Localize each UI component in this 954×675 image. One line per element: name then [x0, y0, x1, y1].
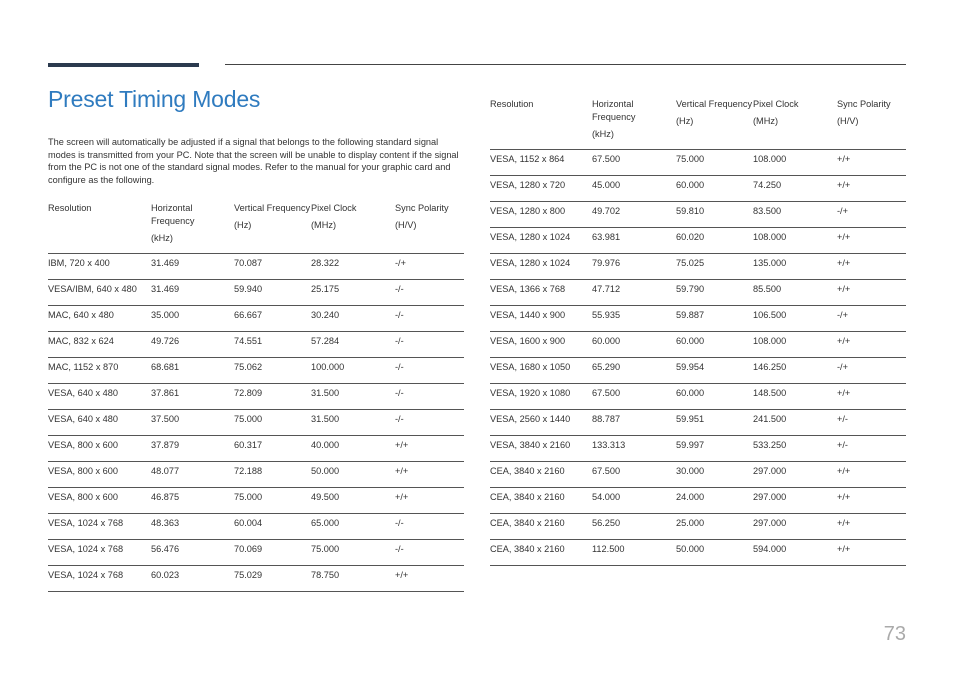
sync-polarity-cell: -/- — [395, 280, 464, 306]
resolution-cell: VESA, 1280 x 800 — [490, 202, 592, 228]
sync-polarity-cell: +/+ — [837, 280, 906, 306]
resolution-cell: VESA, 1680 x 1050 — [490, 358, 592, 384]
column-header-pixel-clock: Pixel Clock (MHz) — [753, 94, 837, 150]
sync-polarity-cell: +/- — [837, 410, 906, 436]
pixel-clock-cell: 65.000 — [311, 514, 395, 540]
resolution-cell: VESA, 640 x 480 — [48, 384, 151, 410]
horizontal-frequency-cell: 67.500 — [592, 150, 676, 176]
horizontal-frequency-cell: 35.000 — [151, 306, 234, 332]
vertical-frequency-cell: 30.000 — [676, 462, 753, 488]
sync-polarity-cell: -/- — [395, 540, 464, 566]
resolution-cell: CEA, 3840 x 2160 — [490, 540, 592, 566]
header-rule — [225, 64, 906, 65]
resolution-cell: VESA, 1280 x 720 — [490, 176, 592, 202]
sync-polarity-cell: +/+ — [395, 566, 464, 592]
vertical-frequency-cell: 75.000 — [234, 488, 311, 514]
horizontal-frequency-cell: 88.787 — [592, 410, 676, 436]
horizontal-frequency-cell: 55.935 — [592, 306, 676, 332]
resolution-cell: VESA, 1152 x 864 — [490, 150, 592, 176]
resolution-cell: VESA, 1024 x 768 — [48, 566, 151, 592]
header-accent-bar — [48, 63, 199, 67]
vertical-frequency-cell: 60.317 — [234, 436, 311, 462]
pixel-clock-cell: 146.250 — [753, 358, 837, 384]
vertical-frequency-cell: 70.069 — [234, 540, 311, 566]
resolution-cell: VESA, 800 x 600 — [48, 462, 151, 488]
horizontal-frequency-cell: 47.712 — [592, 280, 676, 306]
pixel-clock-cell: 78.750 — [311, 566, 395, 592]
sync-polarity-cell: +/+ — [837, 176, 906, 202]
table-row — [490, 228, 906, 254]
table-row — [48, 514, 464, 540]
vertical-frequency-cell: 60.000 — [676, 176, 753, 202]
timing-table-right — [490, 94, 906, 566]
vertical-frequency-cell: 60.020 — [676, 228, 753, 254]
sync-polarity-cell: -/- — [395, 332, 464, 358]
horizontal-frequency-cell: 46.875 — [151, 488, 234, 514]
pixel-clock-cell: 100.000 — [311, 358, 395, 384]
sync-polarity-cell: -/- — [395, 306, 464, 332]
horizontal-frequency-cell: 56.476 — [151, 540, 234, 566]
sync-polarity-cell: +/+ — [837, 488, 906, 514]
horizontal-frequency-cell: 133.313 — [592, 436, 676, 462]
vertical-frequency-cell: 75.025 — [676, 254, 753, 280]
pixel-clock-cell: 40.000 — [311, 436, 395, 462]
column-header-pixel-clock: Pixel Clock (MHz) — [311, 198, 395, 254]
horizontal-frequency-cell: 68.681 — [151, 358, 234, 384]
horizontal-frequency-cell: 49.702 — [592, 202, 676, 228]
vertical-frequency-cell: 70.087 — [234, 254, 311, 280]
resolution-cell: VESA, 1280 x 1024 — [490, 254, 592, 280]
table-row — [48, 436, 464, 462]
column-header-vertical-frequency: Vertical Frequency (Hz) — [676, 94, 753, 150]
vertical-frequency-cell: 75.000 — [234, 410, 311, 436]
vertical-frequency-cell: 66.667 — [234, 306, 311, 332]
resolution-cell: VESA, 1920 x 1080 — [490, 384, 592, 410]
pixel-clock-cell: 25.175 — [311, 280, 395, 306]
pixel-clock-cell: 83.500 — [753, 202, 837, 228]
horizontal-frequency-cell: 45.000 — [592, 176, 676, 202]
horizontal-frequency-cell: 48.363 — [151, 514, 234, 540]
sync-polarity-cell: +/+ — [837, 150, 906, 176]
horizontal-frequency-cell: 67.500 — [592, 462, 676, 488]
sync-polarity-cell: +/+ — [837, 514, 906, 540]
column-header-sync-polarity: Sync Polarity (H/V) — [837, 94, 906, 150]
column-header-horizontal-frequency: Horizontal Frequency (kHz) — [592, 94, 676, 150]
table-row — [48, 332, 464, 358]
pixel-clock-cell: 31.500 — [311, 410, 395, 436]
table-row — [490, 384, 906, 410]
resolution-cell: MAC, 832 x 624 — [48, 332, 151, 358]
pixel-clock-cell: 75.000 — [311, 540, 395, 566]
pixel-clock-cell: 135.000 — [753, 254, 837, 280]
table-row — [48, 566, 464, 592]
table-row — [48, 306, 464, 332]
pixel-clock-cell: 28.322 — [311, 254, 395, 280]
pixel-clock-cell: 57.284 — [311, 332, 395, 358]
horizontal-frequency-cell: 60.023 — [151, 566, 234, 592]
horizontal-frequency-cell: 60.000 — [592, 332, 676, 358]
sync-polarity-cell: +/+ — [395, 462, 464, 488]
sync-polarity-cell: +/- — [837, 436, 906, 462]
vertical-frequency-cell: 75.062 — [234, 358, 311, 384]
horizontal-frequency-cell: 48.077 — [151, 462, 234, 488]
pixel-clock-cell: 241.500 — [753, 410, 837, 436]
pixel-clock-cell: 108.000 — [753, 228, 837, 254]
vertical-frequency-cell: 59.951 — [676, 410, 753, 436]
table-row — [490, 488, 906, 514]
table-row — [490, 540, 906, 566]
table-row — [48, 540, 464, 566]
table-row — [490, 280, 906, 306]
sync-polarity-cell: -/+ — [837, 358, 906, 384]
pixel-clock-cell: 74.250 — [753, 176, 837, 202]
table-row — [490, 332, 906, 358]
table-row — [48, 488, 464, 514]
resolution-cell: VESA, 800 x 600 — [48, 436, 151, 462]
sync-polarity-cell: -/+ — [837, 202, 906, 228]
table-row — [490, 514, 906, 540]
vertical-frequency-cell: 60.000 — [676, 332, 753, 358]
sync-polarity-cell: +/+ — [837, 540, 906, 566]
page-number: 73 — [883, 623, 906, 645]
resolution-cell: VESA, 640 x 480 — [48, 410, 151, 436]
vertical-frequency-cell: 59.887 — [676, 306, 753, 332]
column-header-sync-polarity: Sync Polarity (H/V) — [395, 198, 464, 254]
table-row — [48, 462, 464, 488]
pixel-clock-cell: 297.000 — [753, 514, 837, 540]
vertical-frequency-cell: 75.029 — [234, 566, 311, 592]
table-row — [490, 410, 906, 436]
pixel-clock-cell: 108.000 — [753, 150, 837, 176]
sync-polarity-cell: +/+ — [837, 228, 906, 254]
pixel-clock-cell: 148.500 — [753, 384, 837, 410]
table-row — [490, 306, 906, 332]
horizontal-frequency-cell: 31.469 — [151, 280, 234, 306]
vertical-frequency-cell: 59.940 — [234, 280, 311, 306]
horizontal-frequency-cell: 79.976 — [592, 254, 676, 280]
resolution-cell: VESA, 1600 x 900 — [490, 332, 592, 358]
table-header-row — [48, 198, 464, 254]
resolution-cell: VESA, 800 x 600 — [48, 488, 151, 514]
sync-polarity-cell: +/+ — [837, 462, 906, 488]
column-header-resolution: Resolution — [48, 198, 151, 254]
resolution-cell: IBM, 720 x 400 — [48, 254, 151, 280]
vertical-frequency-cell: 60.004 — [234, 514, 311, 540]
resolution-cell: VESA, 2560 x 1440 — [490, 410, 592, 436]
column-header-vertical-frequency: Vertical Frequency (Hz) — [234, 198, 311, 254]
table-row — [48, 358, 464, 384]
pixel-clock-cell: 85.500 — [753, 280, 837, 306]
table-row — [48, 280, 464, 306]
page-title: Preset Timing Modes — [48, 86, 261, 112]
horizontal-frequency-cell: 31.469 — [151, 254, 234, 280]
resolution-cell: CEA, 3840 x 2160 — [490, 488, 592, 514]
pixel-clock-cell: 594.000 — [753, 540, 837, 566]
vertical-frequency-cell: 59.954 — [676, 358, 753, 384]
horizontal-frequency-cell: 65.290 — [592, 358, 676, 384]
table-row — [48, 384, 464, 410]
vertical-frequency-cell: 60.000 — [676, 384, 753, 410]
vertical-frequency-cell: 59.997 — [676, 436, 753, 462]
sync-polarity-cell: -/- — [395, 410, 464, 436]
column-header-horizontal-frequency: Horizontal Frequency (kHz) — [151, 198, 234, 254]
resolution-cell: VESA, 1024 x 768 — [48, 540, 151, 566]
sync-polarity-cell: +/+ — [837, 254, 906, 280]
table-header-row — [490, 94, 906, 150]
horizontal-frequency-cell: 56.250 — [592, 514, 676, 540]
sync-polarity-cell: +/+ — [837, 332, 906, 358]
table-row — [490, 462, 906, 488]
resolution-cell: CEA, 3840 x 2160 — [490, 462, 592, 488]
pixel-clock-cell: 297.000 — [753, 462, 837, 488]
vertical-frequency-cell: 25.000 — [676, 514, 753, 540]
vertical-frequency-cell: 24.000 — [676, 488, 753, 514]
vertical-frequency-cell: 72.809 — [234, 384, 311, 410]
intro-paragraph: The screen will automatically be adjusted if a signal that belongs to the following standard signal modes is transmitted from your PC. Note that the screen will be unable to display content if the signal from the PC is not one of the standard signal modes. Refer to the manual for your graphic card and configure as the following. — [48, 137, 459, 185]
sync-polarity-cell: -/+ — [395, 254, 464, 280]
vertical-frequency-cell: 74.551 — [234, 332, 311, 358]
resolution-cell: VESA, 1440 x 900 — [490, 306, 592, 332]
table-row — [490, 150, 906, 176]
resolution-cell: MAC, 640 x 480 — [48, 306, 151, 332]
resolution-cell: VESA, 3840 x 2160 — [490, 436, 592, 462]
table-row — [490, 436, 906, 462]
resolution-cell: VESA, 1024 x 768 — [48, 514, 151, 540]
column-header-resolution: Resolution — [490, 94, 592, 150]
pixel-clock-cell: 106.500 — [753, 306, 837, 332]
resolution-cell: MAC, 1152 x 870 — [48, 358, 151, 384]
horizontal-frequency-cell: 49.726 — [151, 332, 234, 358]
pixel-clock-cell: 533.250 — [753, 436, 837, 462]
horizontal-frequency-cell: 112.500 — [592, 540, 676, 566]
table-row — [490, 358, 906, 384]
sync-polarity-cell: +/+ — [837, 384, 906, 410]
sync-polarity-cell: +/+ — [395, 436, 464, 462]
vertical-frequency-cell: 75.000 — [676, 150, 753, 176]
table-row — [48, 410, 464, 436]
horizontal-frequency-cell: 67.500 — [592, 384, 676, 410]
horizontal-frequency-cell: 37.500 — [151, 410, 234, 436]
pixel-clock-cell: 297.000 — [753, 488, 837, 514]
vertical-frequency-cell: 72.188 — [234, 462, 311, 488]
pixel-clock-cell: 50.000 — [311, 462, 395, 488]
sync-polarity-cell: +/+ — [395, 488, 464, 514]
sync-polarity-cell: -/- — [395, 514, 464, 540]
timing-table-left — [48, 198, 464, 592]
table-row — [490, 254, 906, 280]
vertical-frequency-cell: 59.810 — [676, 202, 753, 228]
pixel-clock-cell: 30.240 — [311, 306, 395, 332]
resolution-cell: VESA, 1280 x 1024 — [490, 228, 592, 254]
resolution-cell: VESA, 1366 x 768 — [490, 280, 592, 306]
pixel-clock-cell: 31.500 — [311, 384, 395, 410]
resolution-cell: VESA/IBM, 640 x 480 — [48, 280, 151, 306]
horizontal-frequency-cell: 54.000 — [592, 488, 676, 514]
sync-polarity-cell: -/- — [395, 358, 464, 384]
sync-polarity-cell: -/- — [395, 384, 464, 410]
horizontal-frequency-cell: 37.861 — [151, 384, 234, 410]
table-row — [490, 176, 906, 202]
pixel-clock-cell: 49.500 — [311, 488, 395, 514]
horizontal-frequency-cell: 37.879 — [151, 436, 234, 462]
table-row — [48, 254, 464, 280]
sync-polarity-cell: -/+ — [837, 306, 906, 332]
resolution-cell: CEA, 3840 x 2160 — [490, 514, 592, 540]
horizontal-frequency-cell: 63.981 — [592, 228, 676, 254]
vertical-frequency-cell: 59.790 — [676, 280, 753, 306]
pixel-clock-cell: 108.000 — [753, 332, 837, 358]
table-row — [490, 202, 906, 228]
vertical-frequency-cell: 50.000 — [676, 540, 753, 566]
